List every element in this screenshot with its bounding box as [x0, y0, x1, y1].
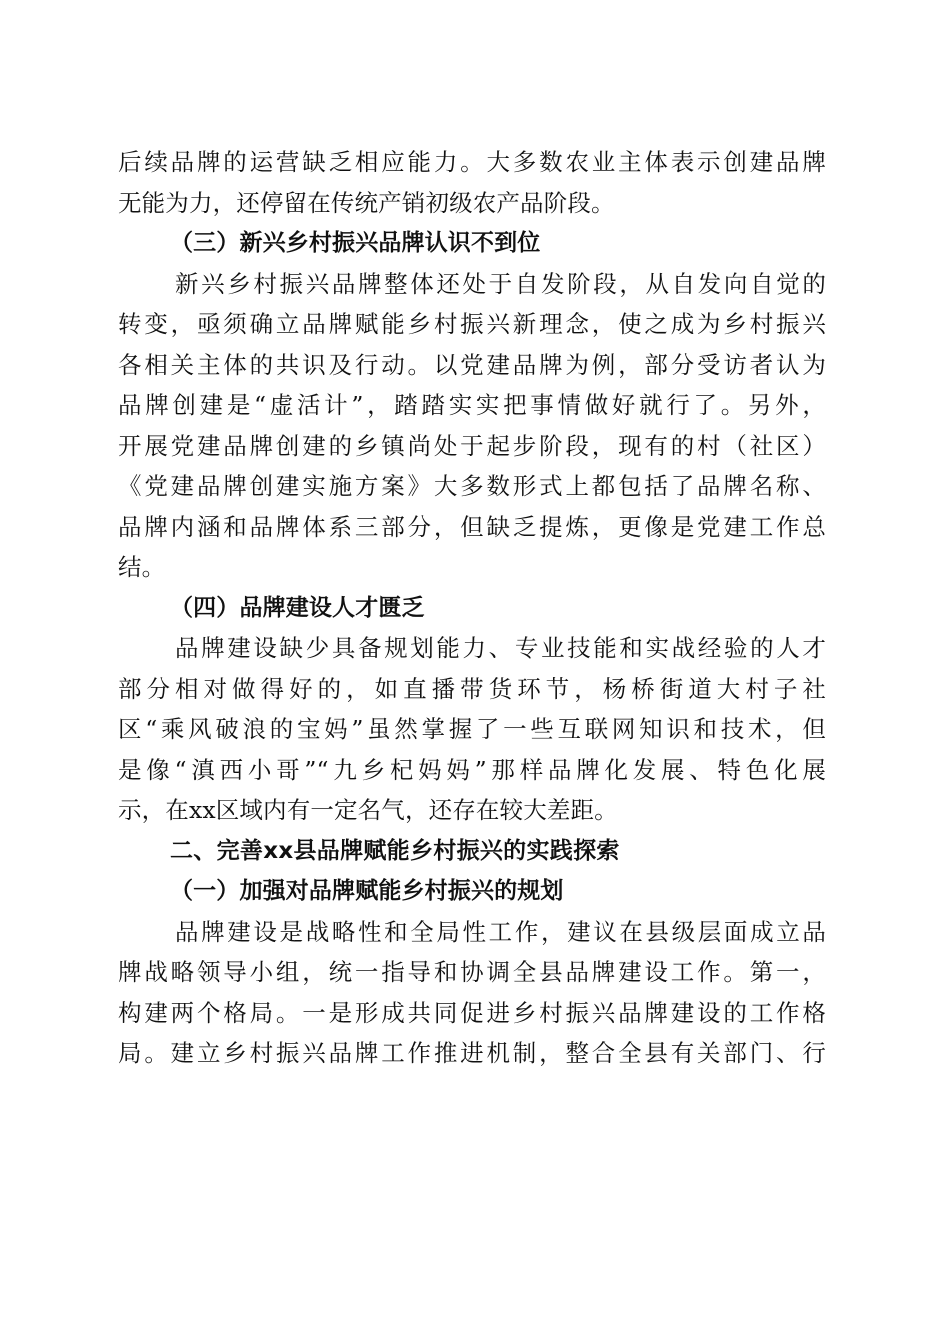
paragraph-line: 新兴乡村振兴品牌整体还处于自发阶段，从自发向自觉的: [175, 269, 826, 298]
paragraph-line: 无能为力，还停留在传统产销初级农产品阶段。: [118, 188, 615, 217]
section-heading-4: （四）品牌建设人才匮乏: [170, 593, 425, 621]
section-heading-1: （一）加强对品牌赋能乡村振兴的规划: [170, 877, 564, 904]
section-heading-3: （三）新兴乡村振兴品牌认识不到位: [170, 229, 541, 256]
paragraph-line: 品牌建设缺少具备规划能力、专业技能和实战经验的人才: [175, 634, 826, 662]
paragraph-line: 各相关主体的共识及行动。以党建品牌为例，部分受访者认为: [118, 350, 826, 379]
paragraph-line: 开展党建品牌创建的乡镇尚处于起步阶段，现有的村（社区）: [118, 431, 826, 460]
paragraph-line: 转变，亟须确立品牌赋能乡村振兴新理念，使之成为乡村振兴: [118, 310, 826, 338]
paragraph-line: 品牌创建是“虚活计”，踏踏实实把事情做好就行了。另外，: [118, 391, 826, 419]
paragraph-line: 《党建品牌创建实施方案》大多数形式上都包括了品牌名称、: [118, 472, 826, 500]
chapter-heading-2: 二、完善xx县品牌赋能乡村振兴的实践探索: [170, 837, 620, 864]
paragraph-line: 品牌建设是战略性和全局性工作，建议在县级层面成立品: [175, 917, 826, 946]
paragraph-line: 构建两个格局。一是形成共同促进乡村振兴品牌建设的工作格: [118, 998, 826, 1027]
paragraph-line: 是像“滇西小哥”“九乡杞妈妈”那样品牌化发展、特色化展: [118, 755, 826, 784]
paragraph-line: 牌战略领导小组，统一指导和协调全县品牌建设工作。第一，: [118, 958, 826, 986]
paragraph-line: 结。: [118, 553, 166, 581]
paragraph-line: 品牌内涵和品牌体系三部分，但缺乏提炼，更像是党建工作总: [118, 512, 826, 541]
paragraph-line: 区“乘风破浪的宝妈”虽然掌握了一些互联网知识和技术，但: [118, 715, 826, 743]
paragraph-line: 部分相对做得好的，如直播带货环节，杨桥街道大村子社: [118, 674, 826, 703]
paragraph-line: 局。建立乡村振兴品牌工作推进机制，整合全县有关部门、行: [118, 1039, 826, 1067]
document-body: [118, 142, 826, 1074]
paragraph-line: 示，在xx区域内有一定名气，还存在较大差距。: [118, 796, 618, 824]
paragraph-line: 后续品牌的运营缺乏相应能力。大多数农业主体表示创建品牌: [118, 148, 826, 176]
